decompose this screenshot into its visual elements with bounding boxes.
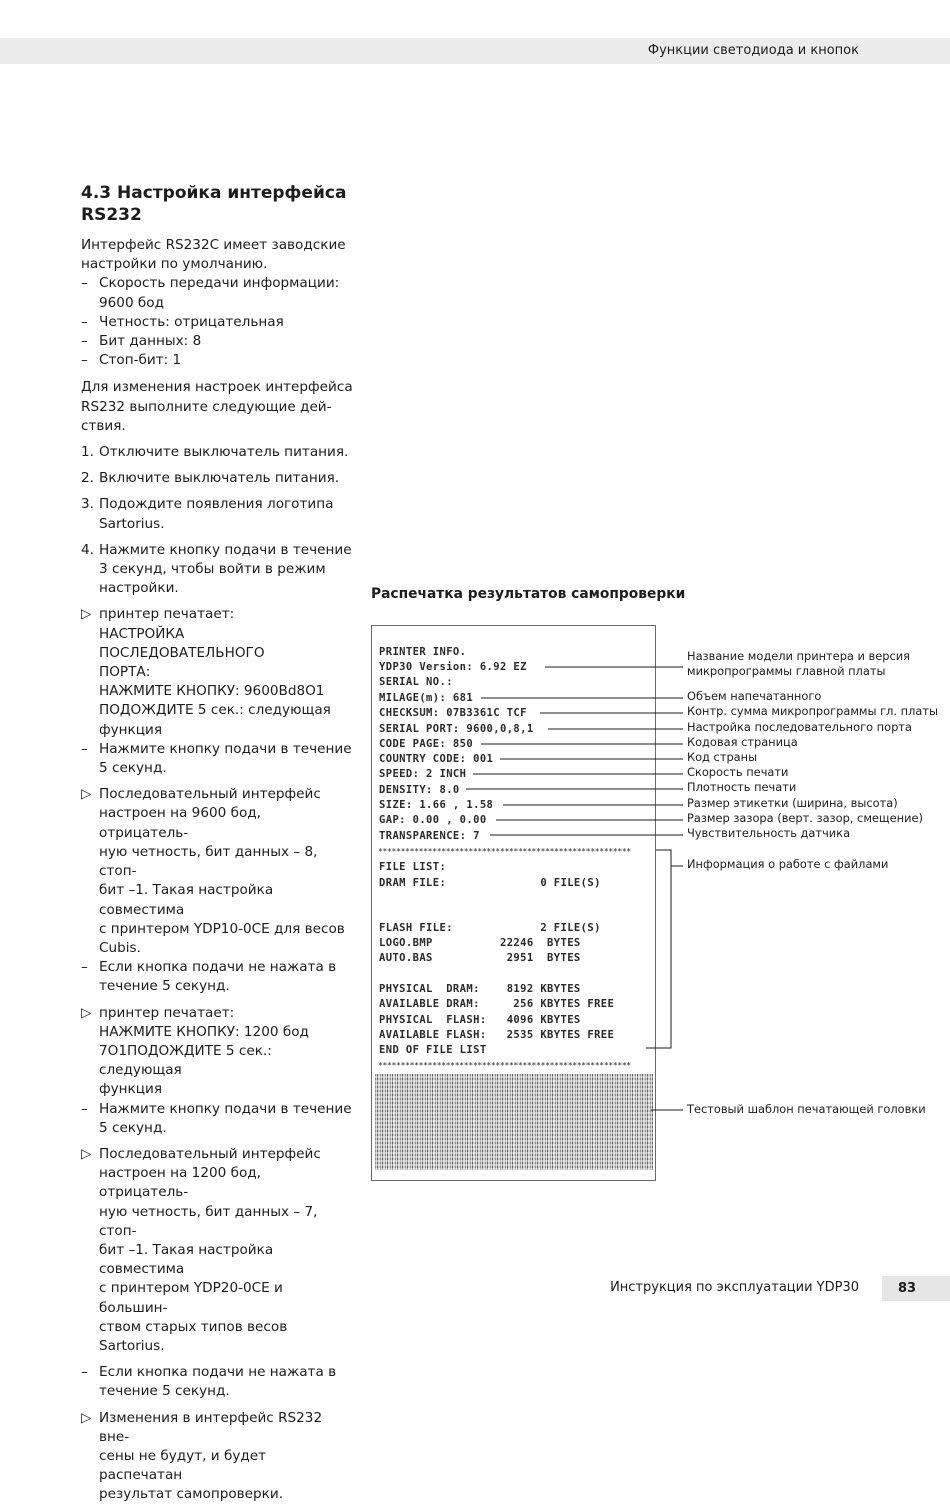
step-item: 3. Подождите появления логотипа Sartorius. bbox=[81, 496, 334, 532]
footer-manual-title: Инструкция по эксплуатации YDP30 bbox=[610, 1280, 859, 1295]
callout-label: Настройка последовательного порта bbox=[687, 720, 912, 734]
result-marker-icon: ▷ bbox=[81, 1145, 92, 1162]
list-item: – Четность: отрицательная bbox=[81, 313, 284, 330]
result-marker-icon: ▷ bbox=[81, 1409, 92, 1426]
callout-label: Чувствительность датчика bbox=[687, 826, 851, 840]
printout-line: DENSITY: 8.0 bbox=[379, 784, 460, 796]
printout-line: MILAGE(m): 681 bbox=[379, 692, 474, 704]
printout-line: FLASH FILE: 2 FILE(S) bbox=[379, 922, 601, 934]
printout-line: SERIAL PORT: 9600,0,8,1 bbox=[379, 723, 534, 735]
printout-line: CHECKSUM: 07B3361C TCF bbox=[379, 707, 527, 719]
callout-label: Плотность печати bbox=[687, 780, 797, 794]
printout-line: TRANSPARENCE: 7 bbox=[379, 830, 480, 842]
result-item: ▷ Последовательный интерфейс настроен на 9600 бод, отрицатель- ную четность, бит данных – 8, стоп- бит –1. Такая настройка совместима с принтером YDP10-0CE для весов Cubis. bbox=[81, 786, 345, 956]
intro-paragraph: Интерфейс RS232C имеет заводские настройки по умолчанию. bbox=[81, 237, 346, 273]
printout-line: AUTO.BAS 2951 BYTES bbox=[379, 952, 581, 964]
page-number: 83 bbox=[898, 1281, 917, 1296]
result-item: ▷ Изменения в интерфейс RS232 вне- сены не будут, и будет распечатан результат самопроверки. bbox=[81, 1409, 323, 1503]
printout-line: PHYSICAL DRAM: 8192 KBYTES bbox=[379, 983, 581, 995]
result-item: ▷ принтер печатает: НАЖМИТЕ КНОПКУ: 1200 бод 7O1ПОДОЖДИТЕ 5 сек.: следующая функция bbox=[81, 1004, 309, 1098]
callout-label: Объем напечатанного bbox=[687, 689, 822, 703]
callout-label: Информация о работе с файлами bbox=[687, 857, 889, 871]
defaults-list bbox=[81, 274, 353, 370]
printout-line: SERIAL NO.: bbox=[379, 676, 453, 688]
print-head-test-pattern-overlay bbox=[375, 1074, 653, 1170]
callout-label: микропрограммы главной платы bbox=[687, 664, 886, 678]
result-marker-icon: ▷ bbox=[81, 606, 92, 623]
steps-list bbox=[81, 443, 353, 598]
list-item: – Стоп-бит: 1 bbox=[81, 352, 182, 369]
dash-item: – Если кнопка подачи не нажата в течение 5 секунд. bbox=[81, 1364, 337, 1400]
printout-line: FILE LIST: bbox=[379, 861, 447, 873]
callout-label: Скорость печати bbox=[687, 765, 789, 779]
callout-label: Размер зазора (верт. зазор, смещение) bbox=[687, 811, 923, 825]
dash-item: – Если кнопка подачи не нажата в течение 5 секунд. bbox=[81, 959, 337, 995]
dash-item: – Нажмите кнопку подачи в течение 5 секунд. bbox=[81, 1100, 352, 1136]
selftest-title: Распечатка результатов самопроверки bbox=[371, 586, 686, 602]
printout-separator: ******************************************************** bbox=[378, 847, 631, 856]
result-marker-icon: ▷ bbox=[81, 786, 92, 803]
printout-line: PHYSICAL FLASH: 4096 KBYTES bbox=[379, 1014, 581, 1026]
result-marker-icon: ▷ bbox=[81, 1004, 92, 1021]
running-header: Функции светодиода и кнопок bbox=[647, 43, 859, 58]
list-item: – Скорость передачи информации: 9600 бод bbox=[81, 275, 340, 311]
callout-label: Кодовая страница bbox=[687, 735, 798, 749]
section-title: 4.3 Настройка интерфейса RS232 bbox=[81, 183, 347, 225]
list-item: – Бит данных: 8 bbox=[81, 333, 202, 350]
printout-line: DRAM FILE: 0 FILE(S) bbox=[379, 877, 601, 889]
printout-line: PRINTER INFO. bbox=[379, 646, 467, 658]
printout-line: YDP30 Version: 6.92 EZ bbox=[379, 661, 527, 673]
printout-line: END OF FILE LIST bbox=[379, 1044, 487, 1056]
step-item: 1. Отключите выключатель питания. bbox=[81, 444, 349, 461]
callout-label: Размер этикетки (ширина, высота) bbox=[687, 796, 898, 810]
callout-label: Код страны bbox=[687, 750, 758, 764]
printout-line: COUNTRY CODE: 001 bbox=[379, 753, 494, 765]
step-item: 4. Нажмите кнопку подачи в течение 3 секунд, чтобы войти в режим настройки. bbox=[81, 541, 352, 597]
printout-line: SIZE: 1.66 , 1.58 bbox=[379, 799, 494, 811]
selftest-printout bbox=[371, 625, 656, 1181]
printout-separator: ******************************************************** bbox=[378, 1061, 631, 1070]
printout-line: AVAILABLE DRAM: 256 KBYTES FREE bbox=[379, 998, 615, 1010]
callout-label: Контр. сумма микропрограммы гл. платы bbox=[687, 704, 938, 718]
callout-label: Тестовый шаблон печатающей головки bbox=[687, 1102, 926, 1116]
result-item: ▷ принтер печатает: НАСТРОЙКА ПОСЛЕДОВАТЕЛЬНОГО ПОРТА: НАЖМИТЕ КНОПКУ: 9600Bd8O1 ПОДОЖДИТЕ 5 сек.: следующая функция bbox=[81, 606, 331, 738]
printout-line: CODE PAGE: 850 bbox=[379, 738, 474, 750]
change-paragraph: Для изменения настроек интерфейса RS232 выполните следующие дей- ствия. bbox=[81, 379, 353, 434]
dash-item: – Нажмите кнопку подачи в течение 5 секунд. bbox=[81, 740, 352, 777]
result-item: ▷ Последовательный интерфейс настроен на 1200 бод, отрицатель- ную четность, бит данных – 7, стоп- бит –1. Такая настройка совместима с принтером YDP20-0CE и большин- ством старых типов весов Sartorius. bbox=[81, 1145, 321, 1354]
printout-line: GAP: 0.00 , 0.00 bbox=[379, 814, 487, 826]
step-item: 2. Включите выключатель питания. bbox=[81, 470, 340, 487]
left-column bbox=[81, 182, 353, 1505]
printout-line: LOGO.BMP 22246 BYTES bbox=[379, 937, 581, 949]
printout-line: SPEED: 2 INCH bbox=[379, 768, 467, 780]
printout-line: AVAILABLE FLASH: 2535 KBYTES FREE bbox=[379, 1029, 615, 1041]
callout-label: Название модели принтера и версия bbox=[687, 649, 911, 663]
